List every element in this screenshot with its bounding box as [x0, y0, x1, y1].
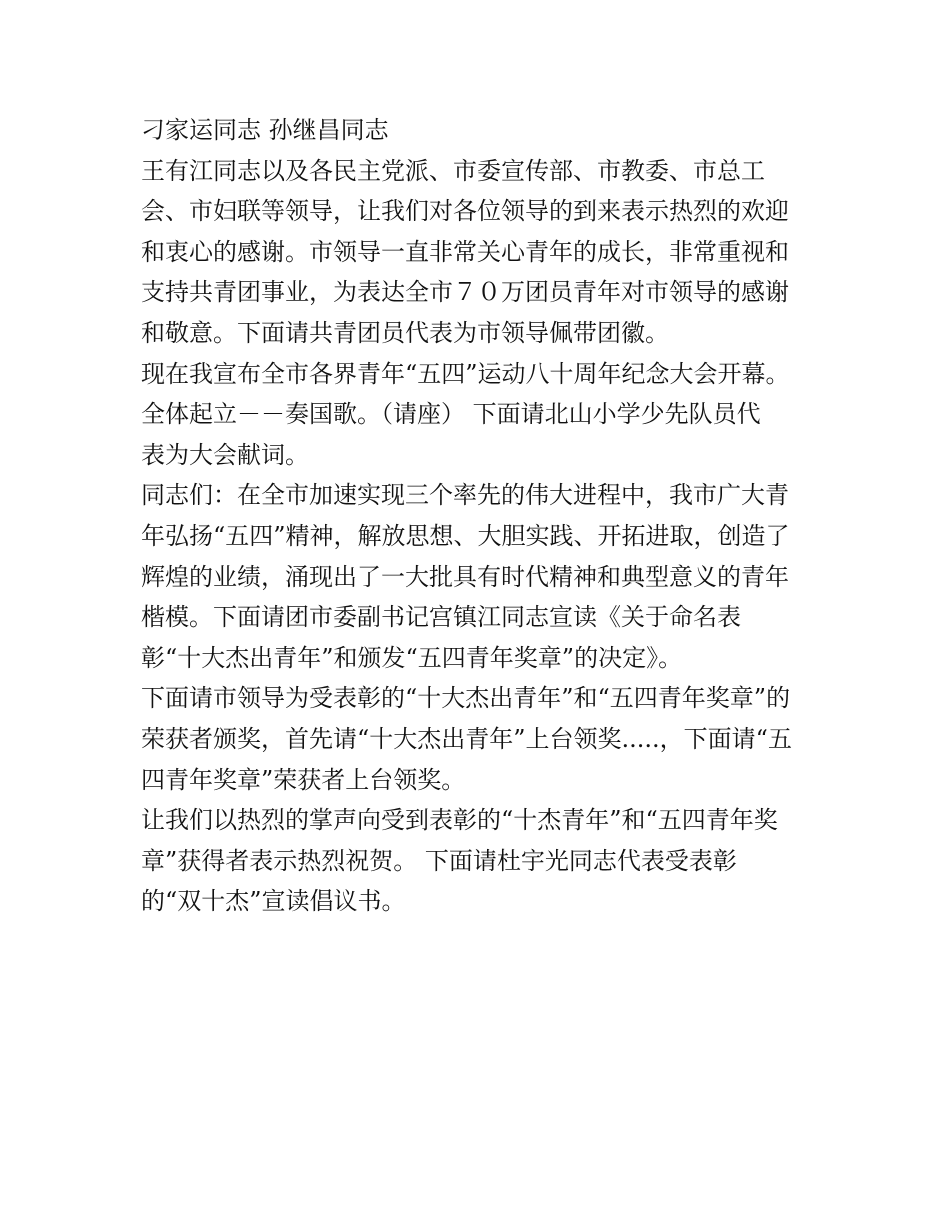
text-line: 和衷心的感谢。市领导一直非常关心青年的成长，非常重视和: [141, 237, 789, 266]
text-line: 现在我宣布全市各界青年“五四”运动八十周年纪念大会开幕。: [141, 359, 790, 388]
text-line: 王有江同志以及各民主党派、市委宣传部、市教委、市总工: [141, 156, 765, 185]
text-line: 同志们：在全市加速实现三个率先的伟大进程中，我市广大青: [141, 481, 789, 510]
text-line: 支持共青团事业，为表达全市７０万团员青年对市领导的感谢: [141, 278, 789, 307]
text-line: 刁家运同志 孙继昌同志: [141, 116, 389, 144]
text-line: 四青年奖章”荣获者上台领奖。: [141, 765, 466, 794]
text-line: 全体起立－－奏国歌。（请座） 下面请北山小学少先队员代: [141, 400, 761, 429]
text-line: 会、市妇联等领导，让我们对各位领导的到来表示热烈的欢迎: [141, 197, 789, 226]
document-body: [141, 110, 831, 922]
text-line: 年弘扬“五四”精神，解放思想、大胆实践、开拓进取，创造了: [141, 521, 790, 550]
text-line: 下面请市领导为受表彰的“十大杰出青年”和“五四青年奖章”的: [141, 684, 791, 713]
text-line: 荣获者颁奖，首先请“十大杰出青年”上台领奖.....，下面请“五: [141, 724, 792, 753]
text-line: 辉煌的业绩，涌现出了一大批具有时代精神和典型意义的青年: [141, 562, 789, 591]
text-line: 彰“十大杰出青年”和颁发“五四青年奖章”的决定》。: [141, 643, 683, 672]
text-line: 章”获得者表示热烈祝贺。 下面请杜宇光同志代表受表彰: [141, 846, 737, 875]
text-line: 的“双十杰”宣读倡议书。: [141, 887, 406, 916]
text-line: 表为大会献词。: [141, 440, 309, 469]
text-line: 让我们以热烈的掌声向受到表彰的“十杰青年”和“五四青年奖: [141, 806, 778, 835]
text-line: 和敬意。下面请共青团员代表为市领导佩带团徽。: [141, 318, 669, 347]
text-line: 楷模。下面请团市委副书记宫镇江同志宣读《关于命名表: [141, 603, 741, 632]
